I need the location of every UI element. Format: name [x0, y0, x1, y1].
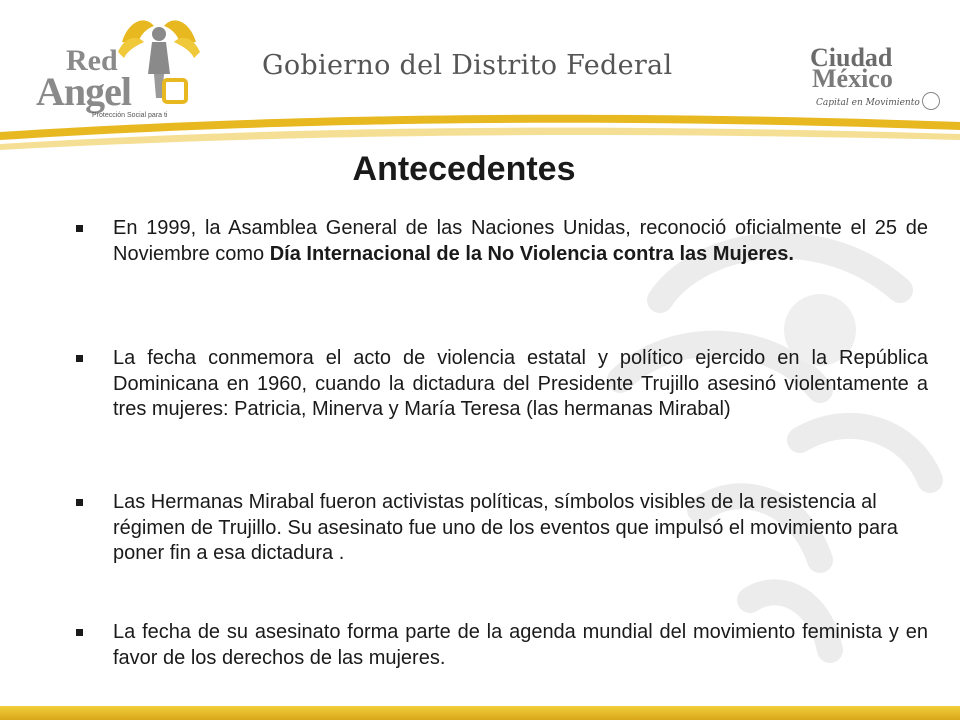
city-seal-icon — [922, 92, 940, 110]
bullet-square-icon — [76, 355, 83, 362]
red-angel-logo-angel-text: Angel — [36, 69, 131, 114]
bullet-square-icon — [76, 225, 83, 232]
bullet-square-icon — [76, 629, 83, 636]
bullet-item — [76, 216, 928, 267]
red-angel-logo-red-text: Red — [66, 44, 118, 77]
red-angel-logo — [30, 12, 205, 122]
slide-title: Antecedentes — [352, 150, 576, 188]
ciudad-mexico-logo — [806, 43, 946, 116]
bullet-square-icon — [76, 499, 83, 506]
bullet-item — [76, 620, 928, 671]
ciudad-mexico-logo-line1: Ciudad — [810, 43, 893, 72]
bullet-text: La fecha de su asesinato forma parte de la agenda mundial del movimiento feminista y en favor de los derechos de las mujeres. — [113, 621, 928, 669]
bullet-item — [76, 490, 928, 567]
bullet-text-bold: Día Internacional de la No Violencia contra las Mujeres. — [269, 242, 794, 265]
ciudad-mexico-tagline: Capital en Movimiento — [816, 98, 920, 108]
bullet-text: La fecha conmemora el acto de violencia estatal y político ejercido en la República Dominicana en 1960, cuando la dictadura del Presidente Trujillo asesinó violentamente a tres mujeres: Patricia, Minerva y María Teresa (las hermanas Mirabal) — [113, 347, 928, 420]
header-swoosh-decoration — [0, 110, 960, 150]
footer-bar — [0, 706, 960, 720]
ciudad-mexico-logo-line2: México — [812, 64, 893, 93]
bullet-item — [76, 346, 928, 423]
bullet-text-regular: En 1999, la Asamblea General de las Naciones Unidas, reconoció oficialmente el 25 de Noviembre como — [113, 217, 928, 265]
government-title: Gobierno del Distrito Federal — [262, 50, 673, 81]
bullet-text: Las Hermanas Mirabal fueron activistas políticas, símbolos visibles de la resistencia al régimen de Trujillo. Su asesinato fue uno de los eventos que impulsó el movimiento para poner fin a esa dictadura . — [113, 491, 898, 564]
red-angel-tagline: Protección Social para ti — [92, 112, 168, 119]
bullet-text — [113, 216, 928, 267]
